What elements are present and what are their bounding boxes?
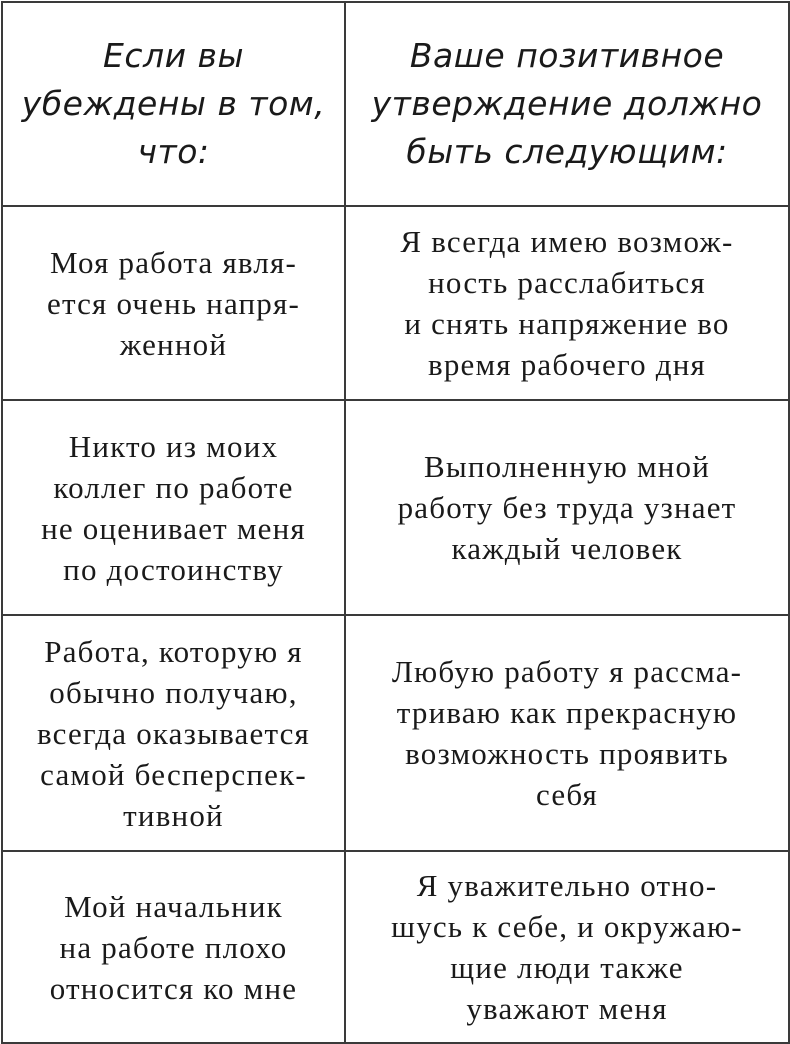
text-line: Работа, которую я xyxy=(44,633,303,669)
header-belief xyxy=(2,2,345,206)
text-line: тивной xyxy=(123,797,224,833)
text-line: Я всегда имею возмож- xyxy=(400,224,734,259)
table-row xyxy=(2,851,789,1043)
text-line: и снять напряжение во xyxy=(404,306,730,341)
text-line: женной xyxy=(119,326,228,362)
text-line: Выполненную мной xyxy=(423,449,711,484)
affirmations-table xyxy=(1,1,790,1044)
header-line: быть следующим: xyxy=(406,132,728,171)
text-line: обычно получаю, xyxy=(49,674,298,710)
table-row xyxy=(2,615,789,851)
text-line: коллег по работе xyxy=(53,469,294,505)
belief-cell xyxy=(2,615,345,851)
text-line: относится ко мне xyxy=(49,970,298,1006)
text-line: щие люди также xyxy=(450,950,684,985)
text-line: триваю как прекрасную xyxy=(396,695,738,730)
table-header-row xyxy=(2,2,789,206)
table-row xyxy=(2,400,789,615)
affirmation-cell xyxy=(345,851,789,1043)
header-line: утверждение должно xyxy=(371,84,763,123)
belief-cell xyxy=(2,206,345,400)
text-line: по достоинству xyxy=(63,551,284,587)
header-line: Если вы xyxy=(102,36,245,75)
text-line: себя xyxy=(536,777,598,812)
text-line: самой бесперспек- xyxy=(40,756,307,792)
header-affirmation xyxy=(345,2,789,206)
header-line: убеждены в том, xyxy=(21,84,326,123)
text-line: на работе плохо xyxy=(59,929,288,965)
belief-cell xyxy=(2,400,345,615)
belief-cell xyxy=(2,851,345,1043)
text-line: Любую работу я рассма- xyxy=(391,654,743,689)
affirmation-cell xyxy=(345,615,789,851)
table-row xyxy=(2,206,789,400)
text-line: каждый человек xyxy=(451,531,683,566)
text-line: ется очень напря- xyxy=(47,285,300,321)
affirmation-cell xyxy=(345,206,789,400)
header-line: что: xyxy=(137,132,210,171)
text-line: Никто из моих xyxy=(68,428,279,464)
header-line: Ваше позитивное xyxy=(409,36,725,75)
affirmation-cell xyxy=(345,400,789,615)
text-line: уважают меня xyxy=(466,991,668,1026)
text-line: шусь к себе, и окружаю- xyxy=(391,909,743,944)
text-line: возможность проявить xyxy=(405,736,729,771)
text-line: Мой начальник xyxy=(64,888,283,924)
text-line: всегда оказывается xyxy=(36,715,311,751)
text-line: Я уважительно отно- xyxy=(416,868,718,903)
text-line: не оценивает меня xyxy=(41,510,306,546)
text-line: работу без труда узнает xyxy=(397,490,737,525)
text-line: ность расслабиться xyxy=(428,265,706,300)
text-line: Моя работа явля- xyxy=(49,244,297,280)
text-line: время рабочего дня xyxy=(427,347,707,382)
